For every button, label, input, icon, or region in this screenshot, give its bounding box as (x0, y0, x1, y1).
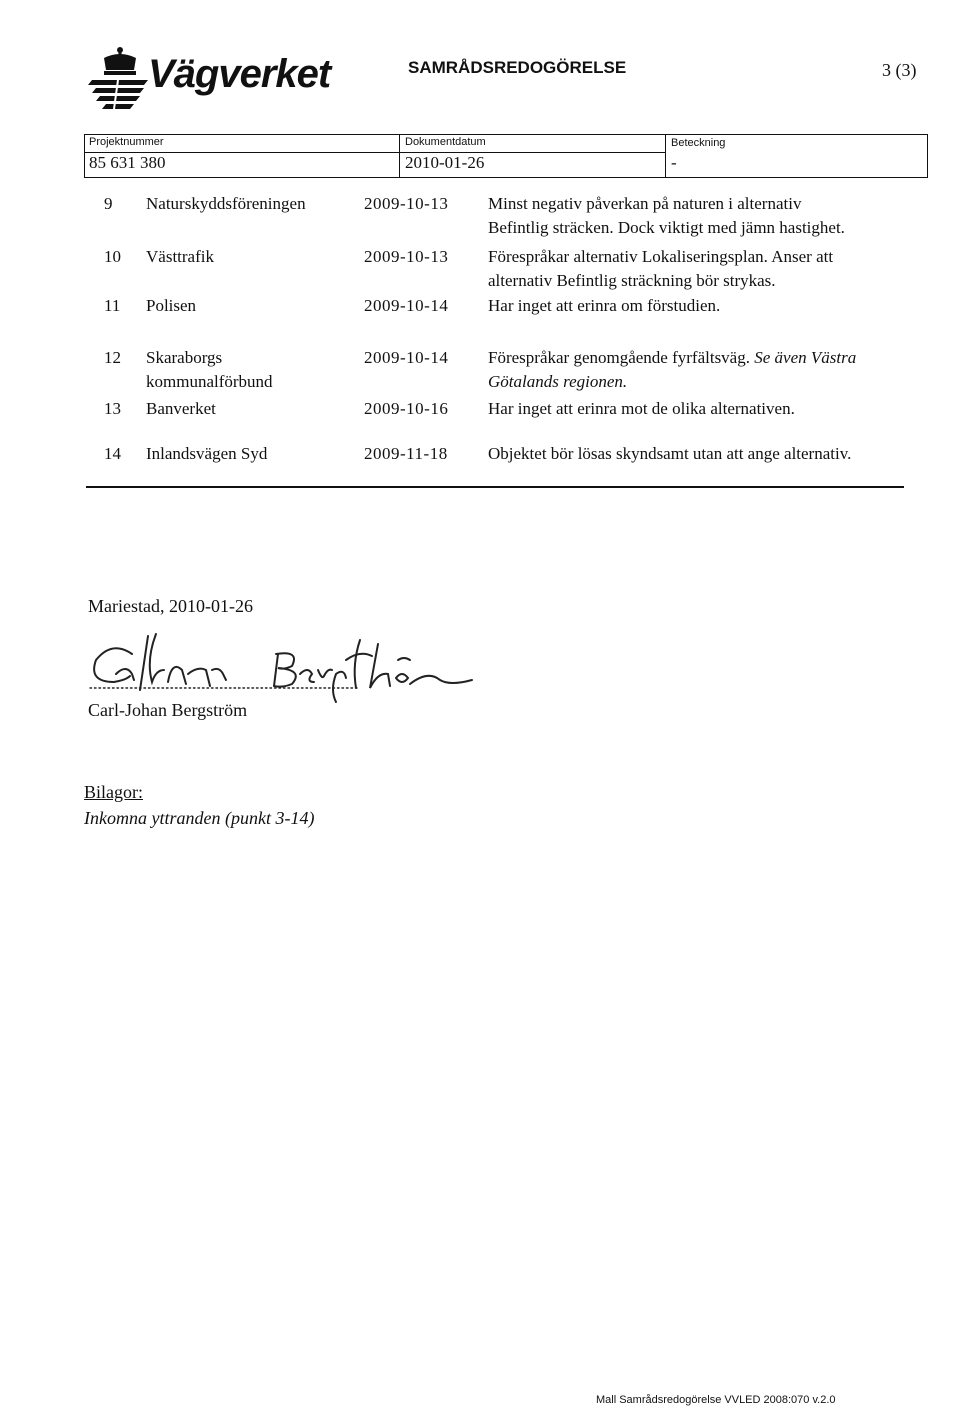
item-organisation (146, 346, 356, 394)
comment-line: Minst negativ påverkan på naturen i alternativ (488, 194, 802, 213)
project-number-label: Projektnummer (89, 136, 164, 148)
item-date: 2009-11-18 (364, 444, 448, 463)
org-line: Skaraborgs (146, 348, 223, 367)
designation-label: Beteckning (671, 137, 726, 149)
project-number-value: 85 631 380 (89, 153, 166, 172)
item-date: 2009-10-14 (364, 296, 449, 315)
item-date: 2009-10-13 (364, 247, 449, 266)
item-organisation: Polisen (146, 296, 197, 315)
item-comment: Har inget att erinra om förstudien. (488, 296, 721, 315)
signer-name: Carl-Johan Bergström (88, 700, 248, 720)
place-and-date: Mariestad, 2010-01-26 (88, 596, 253, 616)
document-type: SAMRÅDSREDOGÖRELSE (408, 58, 627, 77)
org-line: kommunalförbund (146, 372, 273, 391)
attachments-heading: Bilagor: (84, 782, 143, 802)
item-organisation: Inlandsvägen Syd (146, 444, 268, 463)
item-comment (488, 245, 908, 293)
comment-line: Förespråkar genomgående fyrfältsväg. (488, 348, 750, 367)
item-number: 9 (104, 194, 113, 213)
org-logo-text: Vägverket (148, 52, 331, 96)
item-comment (488, 346, 908, 394)
item-comment: Har inget att erinra mot de olika alternativen. (488, 399, 795, 418)
comment-line: Befintlig sträcken. Dock viktigt med jämn hastighet. (488, 218, 845, 237)
page-number: 3 (3) (882, 60, 917, 80)
item-organisation: Banverket (146, 399, 216, 418)
comment-line: Förespråkar alternativ Lokaliseringsplan. Anser att (488, 247, 834, 266)
item-date: 2009-10-14 (364, 348, 449, 367)
comment-reference: Götalands regionen. (488, 372, 628, 391)
designation-value: - (671, 153, 677, 172)
item-organisation: Naturskyddsföreningen (146, 194, 306, 213)
comment-reference: Se även Västra (754, 348, 857, 367)
item-number: 14 (104, 444, 121, 463)
item-number: 11 (104, 296, 121, 315)
item-date: 2009-10-16 (364, 399, 449, 418)
item-number: 13 (104, 399, 121, 418)
item-date: 2009-10-13 (364, 194, 449, 213)
item-comment: Objektet bör lösas skyndsamt utan att ange alternativ. (488, 444, 852, 463)
divider (86, 486, 904, 488)
item-organisation: Västtrafik (146, 247, 214, 266)
item-number: 10 (104, 247, 121, 266)
item-comment (488, 192, 908, 240)
item-number: 12 (104, 348, 121, 367)
template-footer: Mall Samrådsredogörelse VVLED 2008:070 v.2.0 (596, 1394, 836, 1406)
attachments-text: Inkomna yttranden (punkt 3-14) (84, 808, 315, 828)
document-meta-box (84, 134, 928, 178)
signature-icon (60, 630, 500, 710)
document-date-value: 2010-01-26 (405, 153, 485, 172)
document-date-label: Dokumentdatum (405, 136, 486, 148)
comment-line: alternativ Befintlig sträckning bör strykas. (488, 271, 776, 290)
